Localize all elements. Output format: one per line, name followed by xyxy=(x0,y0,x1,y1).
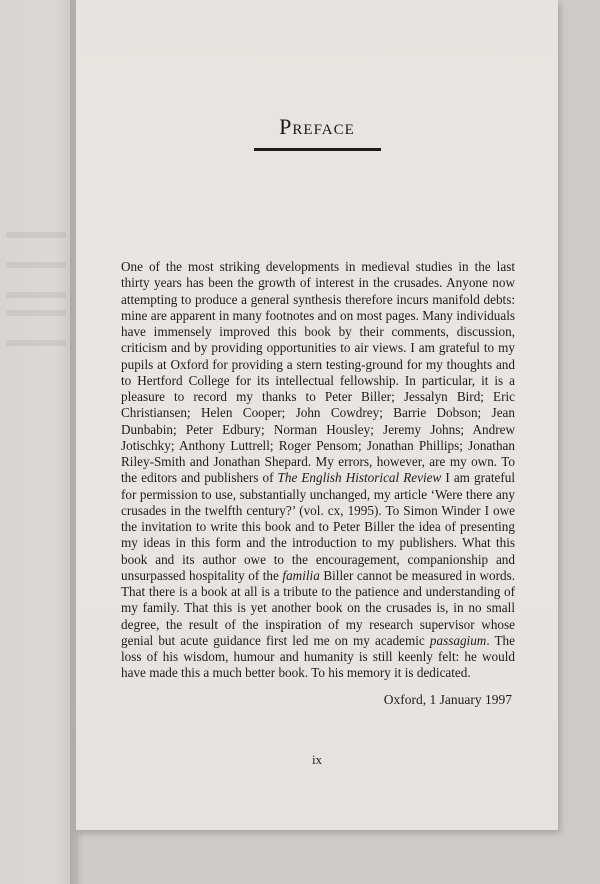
facing-page-ghost-text xyxy=(6,310,66,316)
preface-text: One of the most striking developments in medieval studies in the last thirty years has been the growth of interest in the crusades. Anyone now attempting to produce a general synthesis therefore incurs manifold debts: mine are apparent in many footnotes and on most pages. Many individuals have immensely improved this book by their comments, discussion, criticism and by providing opportunities to air views. I am grateful to my pupils at Oxford for providing a stern testing-ground for my thoughts and to Hertford College for its intellectual fellowship. In particular, it is a pleasure to record my thanks to Peter Biller; Jessalyn Bird; Eric Christiansen; Helen Cooper; John Cowdrey; Barrie Dobson; Jean Dunbabin; Peter Edbury; Norman Housley; Jeremy Johns; Andrew Jotischky; Anthony Luttrell; Roger Pensom; Jonathan Phillips; Jonathan Riley-Smith and Jonathan Shepard. My errors, however, are my own. To the editors and publishers of xyxy=(121,259,515,486)
preface-text: Biller cannot be measured in words. That there is a book at all is a tribute to the patience and understanding of my family. That this is yet another book on the crusades is, in no small degree, the result of the inspiration of my research supervisor whose genial but acute guidance first led me on my academic xyxy=(121,567,515,648)
italic-term-familia: familia xyxy=(282,567,320,583)
page-number: ix xyxy=(311,752,323,767)
facing-page-ghost-text xyxy=(6,232,66,238)
facing-page-ghost-text xyxy=(6,262,66,268)
italic-term-passagium: passagium xyxy=(429,632,487,648)
book-page xyxy=(76,0,558,830)
facing-page-ghost-text xyxy=(6,292,66,298)
preface-text: . The loss of his wisdom, humour and humanity is still keenly felt: he would have made this a much better book. To his memory it is dedicated. xyxy=(121,632,516,681)
title-rule xyxy=(254,148,381,151)
preface-paragraph xyxy=(121,259,515,682)
page-title: Preface xyxy=(279,114,355,139)
preface-text: I am grateful for permission to use, substantially unchanged, my article ‘Were there any crusades in the twelfth century?’ (vol. cx, 1995). To Simon Winder I owe the invitation to write this book and to Peter Biller the idea of presenting my ideas in this form and the introduction to my publishers. What this book and its author owe to the encouragement, companionship and unsurpassed hospitality of the xyxy=(121,470,515,583)
facing-page-ghost-text xyxy=(6,340,66,346)
signoff: Oxford, 1 January 1997 xyxy=(383,692,512,707)
journal-title: The English Historical Review xyxy=(277,470,442,486)
facing-page xyxy=(0,0,78,884)
